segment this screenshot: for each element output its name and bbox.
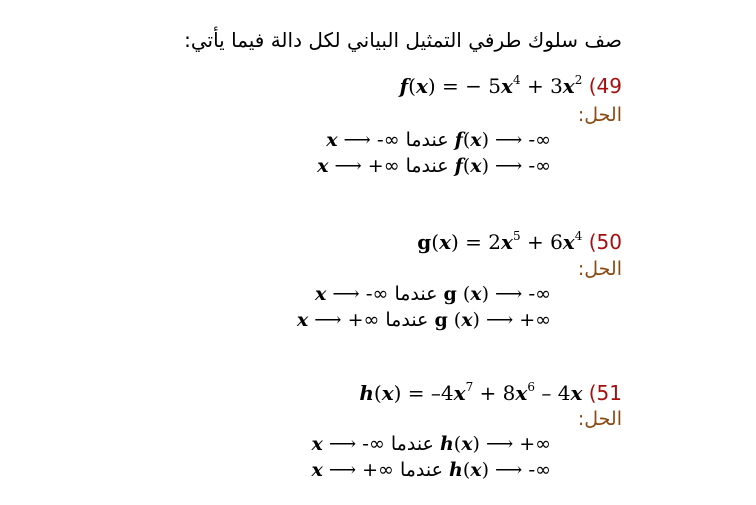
when-word: عندما	[399, 459, 443, 481]
problem-51-statement	[359, 381, 622, 405]
when-word: عندما	[385, 309, 429, 331]
x-target: +∞	[347, 309, 380, 331]
limit-line: x ⟶ +∞ عندما f(x) ⟶ -∞	[317, 155, 551, 177]
limit-line: x ⟶ -∞ عندما h(x) ⟶ +∞	[311, 433, 551, 455]
when-word: عندما	[405, 129, 449, 151]
when-word: عندما	[394, 283, 438, 305]
limit-value: -∞	[528, 459, 551, 481]
problem-49-statement	[400, 74, 622, 98]
equation-g: $g(x) = 2x^5 + 6x^4$	[417, 229, 583, 254]
limit-line: x ⟶ +∞ عندما g (x) ⟶ +∞	[296, 309, 551, 331]
problem-50-statement	[417, 230, 622, 254]
x-target: -∞	[376, 129, 400, 151]
problem-number: 50)	[588, 230, 622, 254]
equation-f: f(x) = − $5x^4 + 3x^2$	[399, 73, 583, 98]
problem-number: 49)	[588, 74, 622, 98]
limit-value: -∞	[528, 283, 551, 305]
limit-value: +∞	[519, 433, 551, 455]
limit-line: x ⟶ +∞ عندما h(x) ⟶ -∞	[311, 459, 551, 481]
solution-label: الحل:	[577, 408, 622, 430]
x-target: -∞	[365, 283, 389, 305]
limit-value: -∞	[528, 129, 551, 151]
limit-value: -∞	[528, 155, 551, 177]
x-target: +∞	[367, 155, 400, 177]
limit-line: x ⟶ -∞ عندما g (x) ⟶ -∞	[315, 283, 551, 305]
solution-label: الحل:	[577, 258, 622, 280]
when-word: عندما	[405, 155, 449, 177]
x-target: -∞	[362, 433, 385, 455]
page-heading: صف سلوك طرفي التمثيل البياني لكل دالة فيما يأتي:	[184, 28, 622, 52]
when-word: عندما	[390, 433, 434, 455]
solution-label: الحل:	[577, 104, 622, 126]
equation-h: $h(x) = -4x^7 + 8x^6 - 4x$	[359, 380, 583, 405]
x-target: +∞	[362, 459, 394, 481]
limit-line: x ⟶ -∞ عندما f(x) ⟶ -∞	[326, 129, 551, 151]
problem-number: 51)	[588, 381, 622, 405]
limit-value: +∞	[519, 309, 551, 331]
